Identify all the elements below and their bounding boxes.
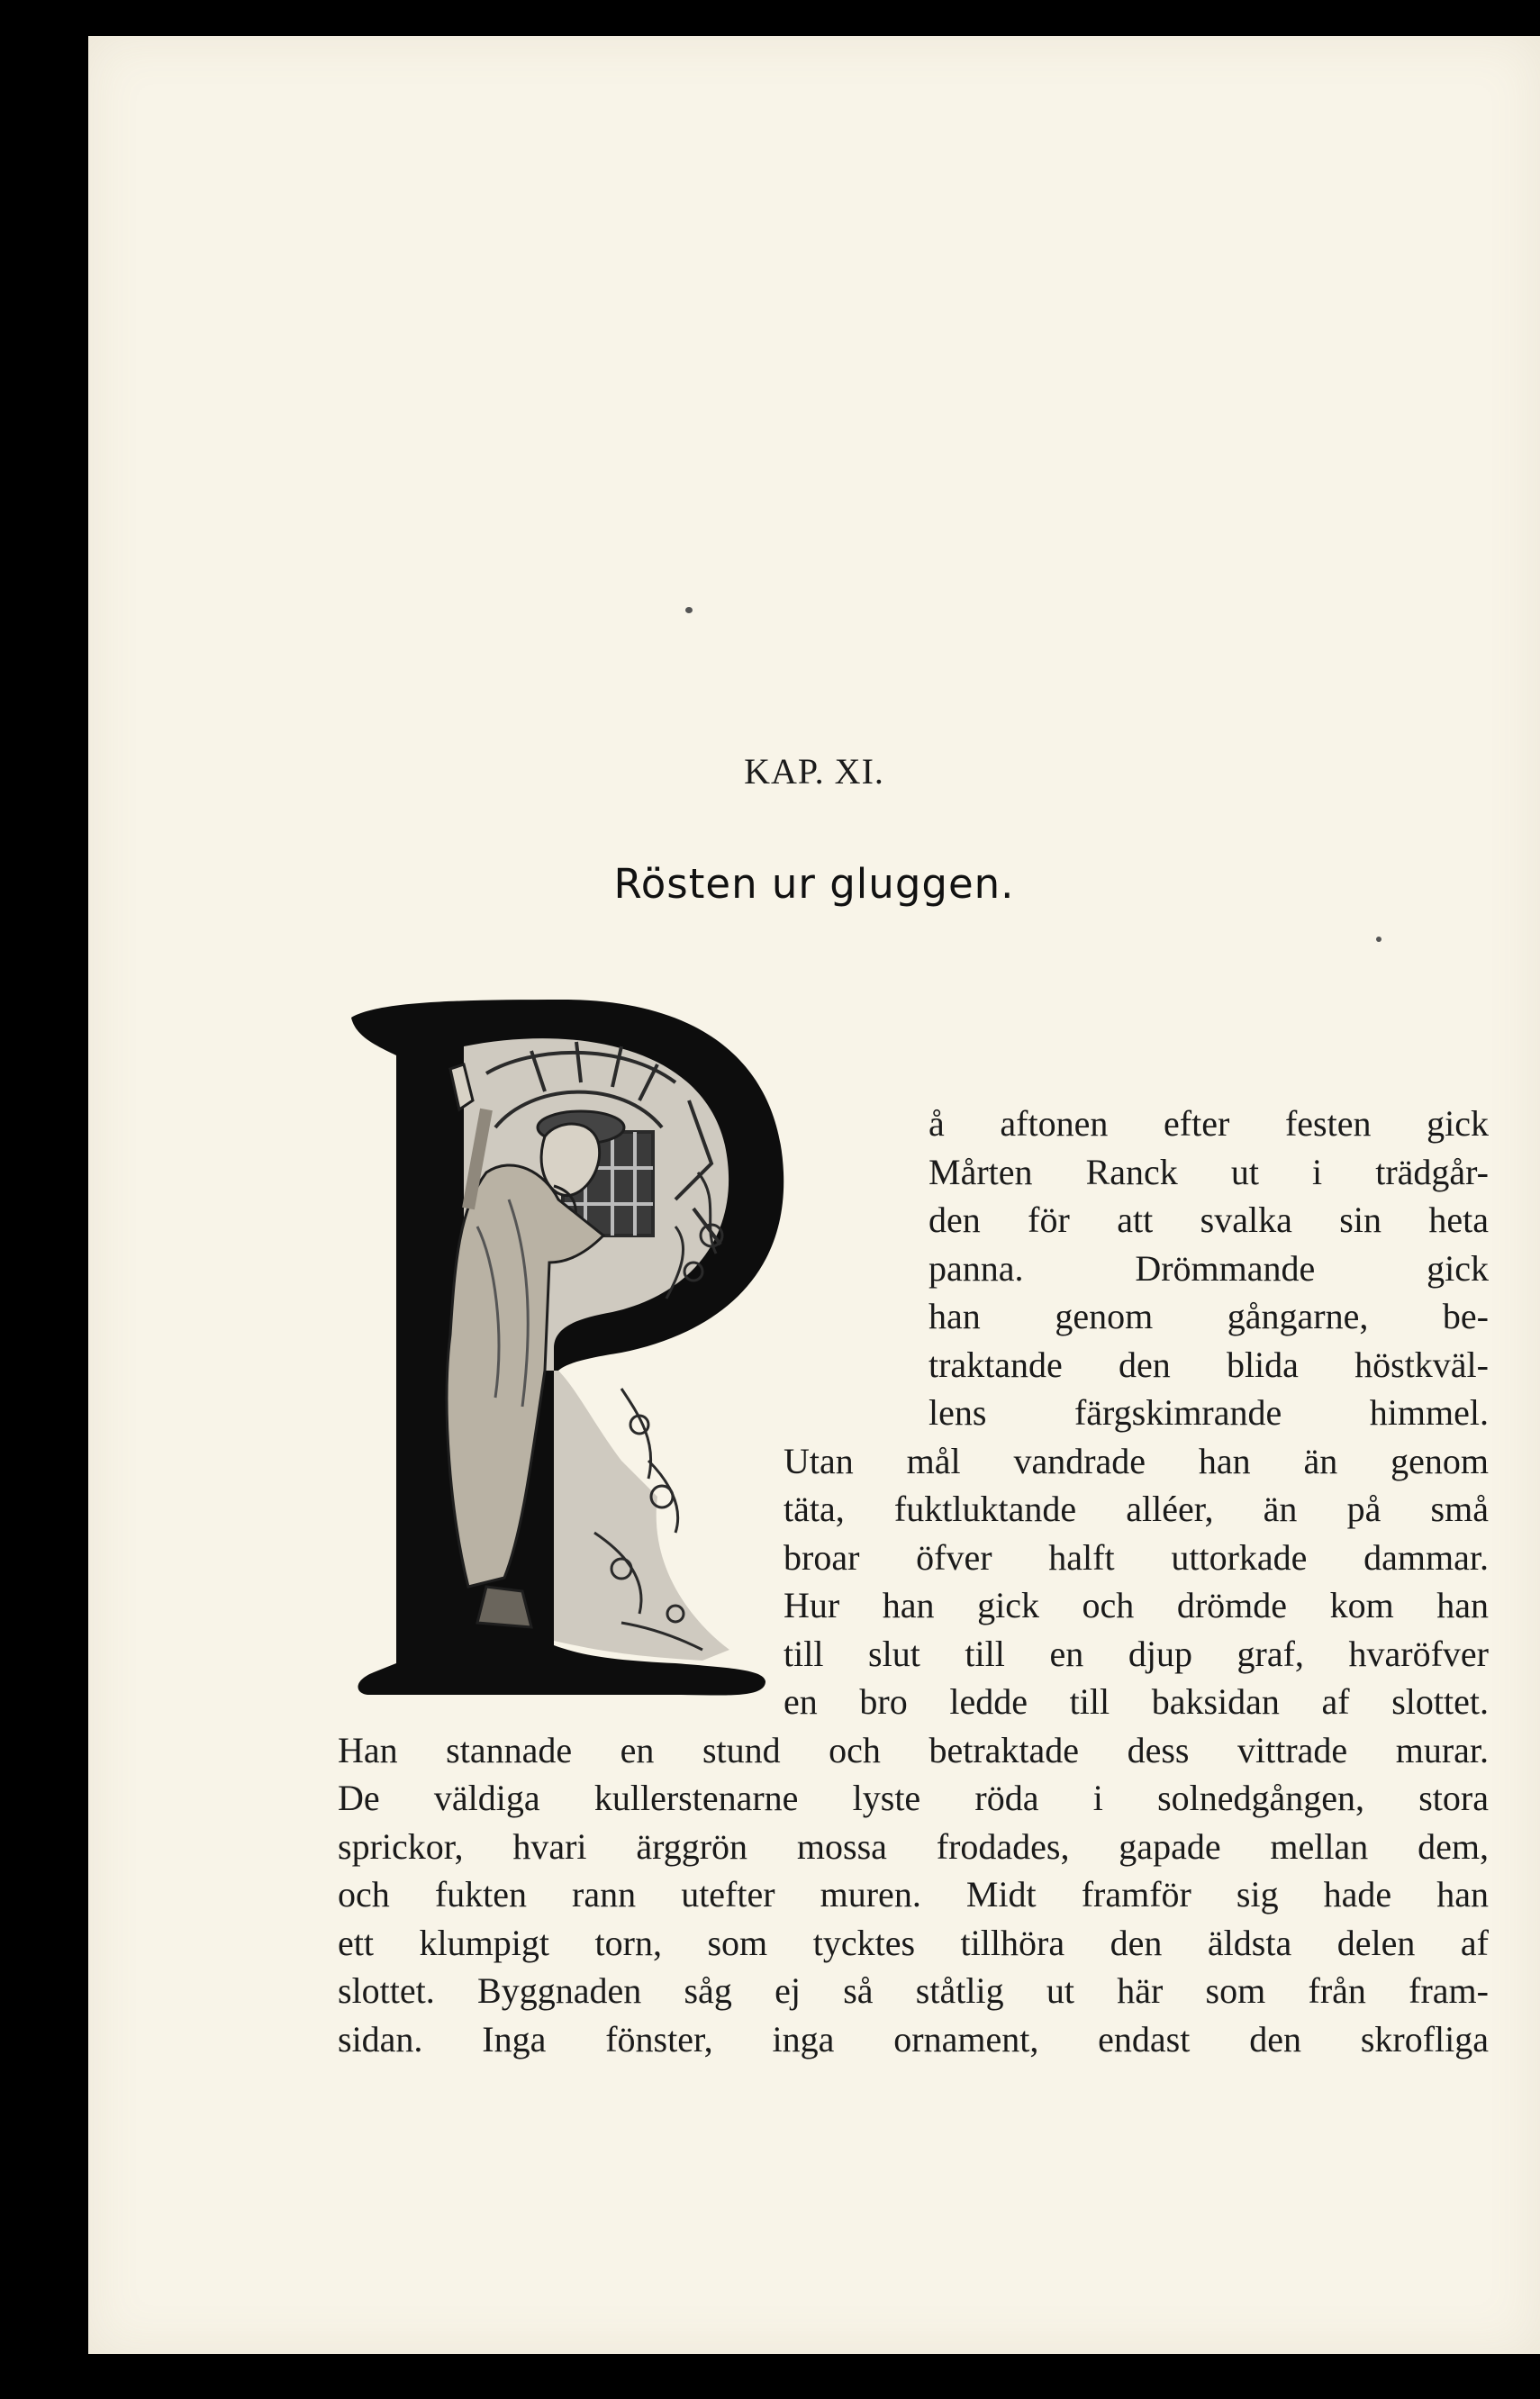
body-text-line: sprickor, hvari ärggrön mossa frodades, gapade mellan dem, <box>338 1826 1489 1867</box>
book-page <box>88 36 1540 2354</box>
body-text-line: till slut till en djup graf, hvaröfver <box>784 1634 1489 1674</box>
body-text-line: De väldiga kullerstenarne lyste röda i solnedgången, stora <box>338 1778 1489 1818</box>
body-text-line: täta, fuktluktande alléer, än på små <box>784 1489 1489 1529</box>
body-text-line: broar öfver halft uttorkade dammar. <box>784 1537 1489 1578</box>
body-text-line: panna. Drömmande gick <box>929 1248 1489 1289</box>
body-text-line: Mårten Ranck ut i trädgår- <box>929 1152 1489 1192</box>
body-text-line: och fukten rann utefter muren. Midt framför sig hade han <box>338 1874 1489 1915</box>
body-text-line: Utan mål vandrade han än genom <box>784 1441 1489 1481</box>
chapter-heading: KAP. XI. <box>744 751 884 792</box>
body-text-line: en bro ledde till baksidan af slottet. <box>784 1681 1489 1722</box>
chapter-title: Rösten ur gluggen. <box>613 860 1015 908</box>
drop-cap-initial <box>351 992 856 1752</box>
body-text-line: ett klumpigt torn, som tycktes tillhöra den äldsta delen af <box>338 1923 1489 1963</box>
paper-speck <box>1376 937 1381 942</box>
body-text-line: traktande den blida höstkväl- <box>929 1344 1489 1385</box>
body-text-line: den för att svalka sin heta <box>929 1200 1489 1240</box>
body-text-line: han genom gångarne, be- <box>929 1296 1489 1336</box>
body-text-line: sidan. Inga fönster, inga ornament, endast den skrofliga <box>338 2019 1489 2060</box>
body-text-line: slottet. Byggnaden såg ej så ståtlig ut här som från fram- <box>338 1970 1489 2011</box>
body-text-line: å aftonen efter festen gick <box>929 1103 1489 1144</box>
body-text-line: lens färgskimrande himmel. <box>929 1392 1489 1433</box>
body-text-line: Han stannade en stund och betraktade dess vittrade murar. <box>338 1730 1489 1770</box>
paper-speck <box>685 607 693 613</box>
body-text-line: Hur han gick och drömde kom han <box>784 1585 1489 1625</box>
